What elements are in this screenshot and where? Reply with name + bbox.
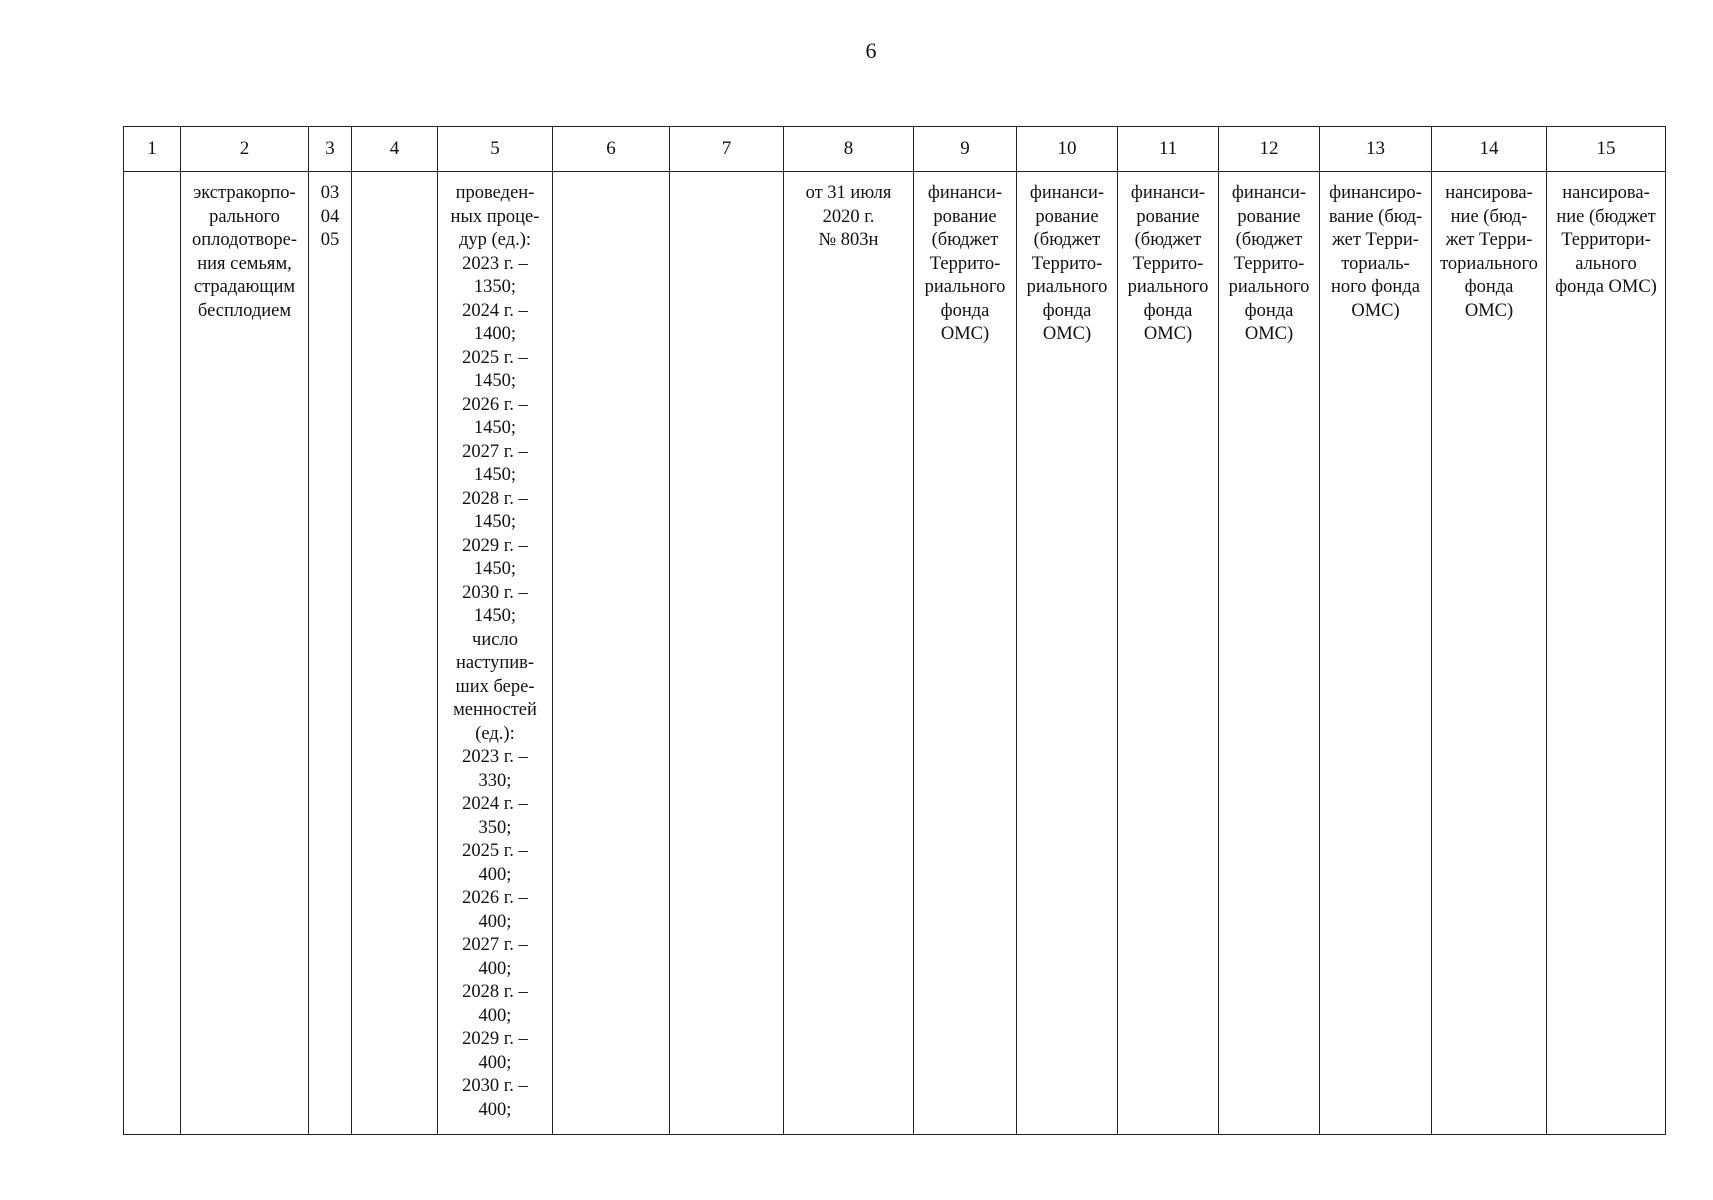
cell-line: 2025 г. – xyxy=(462,841,528,861)
cell-line: ториального xyxy=(1440,253,1538,274)
cell-line: финанси- xyxy=(1029,183,1105,203)
cell-line: 2025 г. – xyxy=(462,347,528,368)
cell-line: 2027 г. – xyxy=(462,935,528,955)
cell-line: 2029 г. – xyxy=(462,535,528,556)
cell-financing xyxy=(1118,172,1219,1135)
cell-line: экстракорпо- xyxy=(193,183,296,203)
cell-codes xyxy=(309,172,352,1135)
cell-line: ного фонда xyxy=(1331,277,1420,297)
cell-line: 400; xyxy=(478,1052,512,1073)
cell-line: рование xyxy=(1136,206,1200,227)
cell-line: фонда xyxy=(1042,300,1092,321)
cell-line: 2023 г. – xyxy=(462,253,528,274)
cell-line: рование xyxy=(1237,206,1301,227)
cell-line: ных проце- xyxy=(450,206,540,227)
cell-line: ОМС) xyxy=(1042,324,1092,344)
cell-line: финанси- xyxy=(1231,183,1307,203)
cell-line: рование xyxy=(933,206,997,227)
cell-line: (бюджет xyxy=(931,230,999,250)
cell-financing xyxy=(1219,172,1320,1135)
cell-line: 330; xyxy=(478,770,512,791)
cell-line: 2023 г. – xyxy=(462,747,528,767)
table-row xyxy=(124,172,1666,1135)
cell-line: фонда xyxy=(1244,300,1294,321)
column-number: 14 xyxy=(1432,127,1547,172)
cell-line: (бюджет xyxy=(1033,230,1101,250)
cell-line: (ед.): xyxy=(475,723,515,744)
cell-line: рального xyxy=(209,206,280,227)
cell-line: 04 xyxy=(320,206,340,227)
cell-line: 1450; xyxy=(473,606,517,626)
cell-line: 1350; xyxy=(473,277,517,297)
cell-line: 1450; xyxy=(473,559,517,579)
cell-line: финансиро- xyxy=(1329,183,1422,203)
cell-line: нансирова- xyxy=(1445,183,1533,203)
column-number: 5 xyxy=(438,127,553,172)
cell-line: 2027 г. – xyxy=(462,441,528,462)
cell-line: фонда ОМС) xyxy=(1555,277,1657,297)
cell-line: 2024 г. – xyxy=(462,300,528,321)
cell-line: Террито- xyxy=(1233,253,1305,274)
cell-line: 400; xyxy=(478,1005,512,1026)
column-number: 15 xyxy=(1547,127,1666,172)
cell-line: Террито- xyxy=(1132,253,1204,274)
cell-financing xyxy=(914,172,1017,1135)
column-number: 13 xyxy=(1320,127,1432,172)
cell-col4 xyxy=(352,172,438,1135)
cell-line: ОМС) xyxy=(1351,300,1400,321)
cell-line: ние (бюд- xyxy=(1450,206,1528,227)
cell-col6 xyxy=(553,172,670,1135)
cell-order-date xyxy=(784,172,914,1135)
cell-line: 400; xyxy=(478,1099,512,1120)
cell-line: 2026 г. – xyxy=(462,888,528,908)
cell-line: 2028 г. – xyxy=(462,488,528,509)
cell-line: финанси- xyxy=(1130,183,1206,203)
cell-line: 1450; xyxy=(473,512,517,532)
data-table xyxy=(123,126,1666,1135)
cell-line: (бюджет xyxy=(1235,230,1303,250)
cell-line: ших бере- xyxy=(455,676,535,697)
cell-financing xyxy=(1320,172,1432,1135)
cell-line: наступив- xyxy=(455,653,535,673)
cell-line: жет Терри- xyxy=(1332,230,1419,250)
cell-line: риального xyxy=(1127,277,1209,297)
column-number: 10 xyxy=(1017,127,1118,172)
cell-financing xyxy=(1017,172,1118,1135)
cell-line: 400; xyxy=(478,911,512,932)
cell-line: № 803н xyxy=(818,230,879,250)
cell-line: 350; xyxy=(478,817,512,838)
cell-line: ального xyxy=(1575,253,1637,274)
cell-financing xyxy=(1547,172,1666,1135)
cell-col7 xyxy=(670,172,784,1135)
cell-line: 2029 г. – xyxy=(462,1029,528,1049)
cell-line: 05 xyxy=(320,230,340,250)
cell-line: 400; xyxy=(478,864,512,885)
cell-line: 2024 г. – xyxy=(462,794,528,814)
cell-line: ОМС) xyxy=(940,324,990,344)
cell-line: число xyxy=(472,629,518,650)
cell-line: (бюджет xyxy=(1134,230,1202,250)
cell-line: проведен- xyxy=(455,183,535,203)
cell-line: от 31 июля xyxy=(805,183,892,203)
cell-line: риального xyxy=(1228,277,1310,297)
column-number: 6 xyxy=(553,127,670,172)
page-number: 6 xyxy=(865,38,877,63)
cell-line: ториаль- xyxy=(1341,253,1410,274)
cell-financing xyxy=(1432,172,1547,1135)
cell-line: Террито- xyxy=(929,253,1001,274)
cell-line: Террито- xyxy=(1031,253,1103,274)
column-number: 9 xyxy=(914,127,1017,172)
cell-line: ния семьям, xyxy=(197,253,292,274)
cell-line: 1400; xyxy=(473,324,517,344)
cell-line: фонда xyxy=(1143,300,1193,321)
cell-col1 xyxy=(124,172,181,1135)
cell-line: жет Терри- xyxy=(1445,230,1533,250)
cell-line: ОМС) xyxy=(1143,324,1193,344)
cell-line: страдающим xyxy=(193,277,296,297)
column-number: 3 xyxy=(309,127,352,172)
cell-line: 2020 г. xyxy=(822,206,875,227)
column-number: 4 xyxy=(352,127,438,172)
cell-line: оплодотворе- xyxy=(191,230,298,250)
cell-line: 03 xyxy=(320,183,340,203)
cell-line: 1450; xyxy=(473,418,517,438)
cell-line: 400; xyxy=(478,958,512,979)
cell-line: риального xyxy=(924,277,1006,297)
cell-line: 2026 г. – xyxy=(462,394,528,415)
cell-line: рование xyxy=(1035,206,1099,227)
cell-line: риального xyxy=(1026,277,1108,297)
cell-line: бесплодием xyxy=(197,300,292,321)
cell-line: 2030 г. – xyxy=(462,1076,528,1096)
column-number-row xyxy=(124,127,1666,172)
cell-line: 1450; xyxy=(473,371,517,391)
cell-line: ОМС) xyxy=(1244,324,1294,344)
cell-measure-name xyxy=(181,172,309,1135)
cell-line: менностей xyxy=(453,700,537,720)
cell-line: финанси- xyxy=(927,183,1003,203)
cell-line: Территори- xyxy=(1561,230,1651,250)
column-number: 1 xyxy=(124,127,181,172)
cell-line: 2028 г. – xyxy=(462,982,528,1002)
cell-line: ние (бюджет xyxy=(1556,206,1656,227)
column-number: 2 xyxy=(181,127,309,172)
column-number: 7 xyxy=(670,127,784,172)
cell-line: 1450; xyxy=(473,465,517,485)
cell-line: фонда xyxy=(1464,277,1514,297)
cell-line: нансирова- xyxy=(1562,183,1650,203)
cell-line: вание (бюд- xyxy=(1328,206,1423,227)
cell-line: дур (ед.): xyxy=(458,230,531,250)
cell-indicators xyxy=(438,172,553,1135)
cell-line: фонда xyxy=(940,300,990,321)
cell-line: ОМС) xyxy=(1464,300,1514,321)
cell-line: 2030 г. – xyxy=(462,582,528,603)
column-number: 11 xyxy=(1118,127,1219,172)
column-number: 8 xyxy=(784,127,914,172)
column-number: 12 xyxy=(1219,127,1320,172)
